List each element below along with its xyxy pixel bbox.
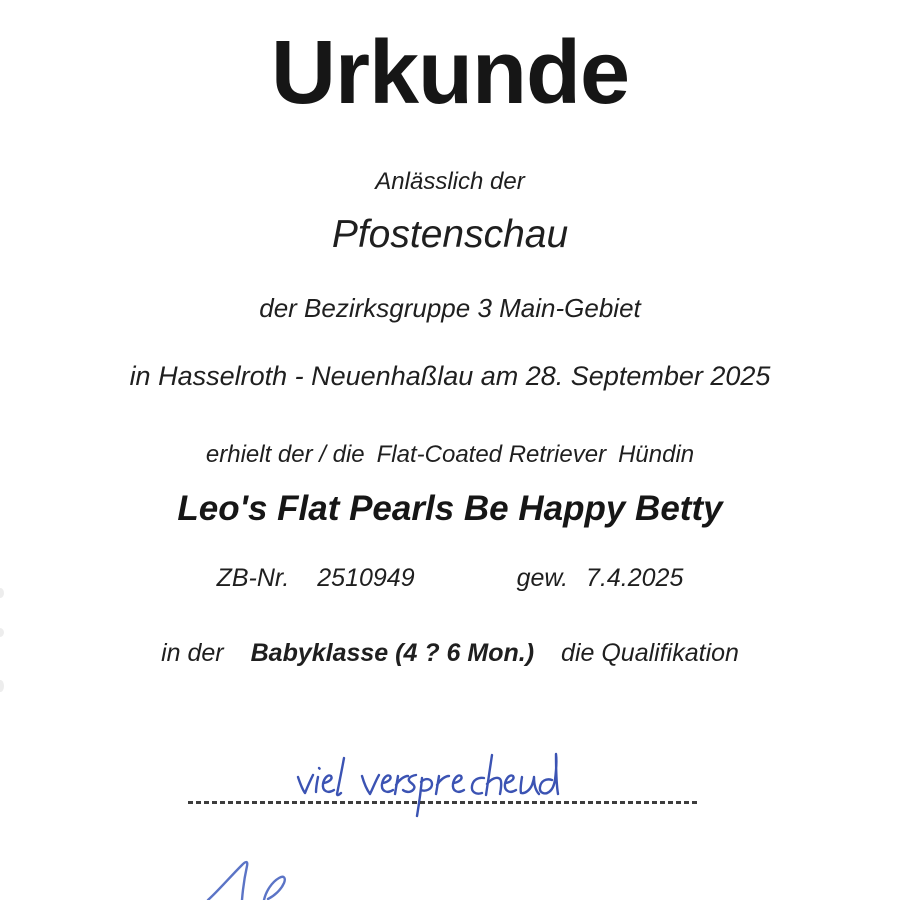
dog-name: Leo's Flat Pearls Be Happy Betty xyxy=(177,489,723,528)
class-line xyxy=(0,639,900,668)
handwriting-ink-strokes xyxy=(276,738,576,820)
dog-sex: Hündin xyxy=(618,441,695,468)
class-suffix: die Qualifikation xyxy=(561,639,739,667)
group-line: der Bezirksgruppe 3 Main-Gebiet xyxy=(259,293,641,323)
born-date: 7.4.2025 xyxy=(586,564,684,592)
scan-artifact xyxy=(0,588,4,598)
recipient-intro: erhielt der / die xyxy=(205,441,365,468)
qualification-dashed-line xyxy=(188,801,700,804)
signature-ink-strokes xyxy=(190,853,330,900)
class-name: Babyklasse (4 ? 6 Mon.) xyxy=(250,639,535,667)
recipient-line xyxy=(0,441,900,469)
handwritten-qualification xyxy=(276,738,576,820)
occasion-intro: Anlässlich der xyxy=(375,168,525,195)
certificate-title: Urkunde xyxy=(270,23,630,123)
zb-number: 2510949 xyxy=(317,564,415,592)
breed-name: Flat-Coated Retriever xyxy=(376,441,607,468)
scan-artifact xyxy=(0,680,4,692)
born-label: gew. xyxy=(516,564,569,592)
class-prefix: in der xyxy=(161,639,224,667)
scan-artifact xyxy=(0,628,4,637)
registry-line xyxy=(0,564,900,593)
handwritten-signature xyxy=(190,853,330,900)
zb-label: ZB-Nr. xyxy=(216,564,290,592)
event-name: Pfostenschau xyxy=(331,213,569,256)
place-date-line: in Hasselroth - Neuenhaßlau am 28. September 2025 xyxy=(129,361,771,391)
